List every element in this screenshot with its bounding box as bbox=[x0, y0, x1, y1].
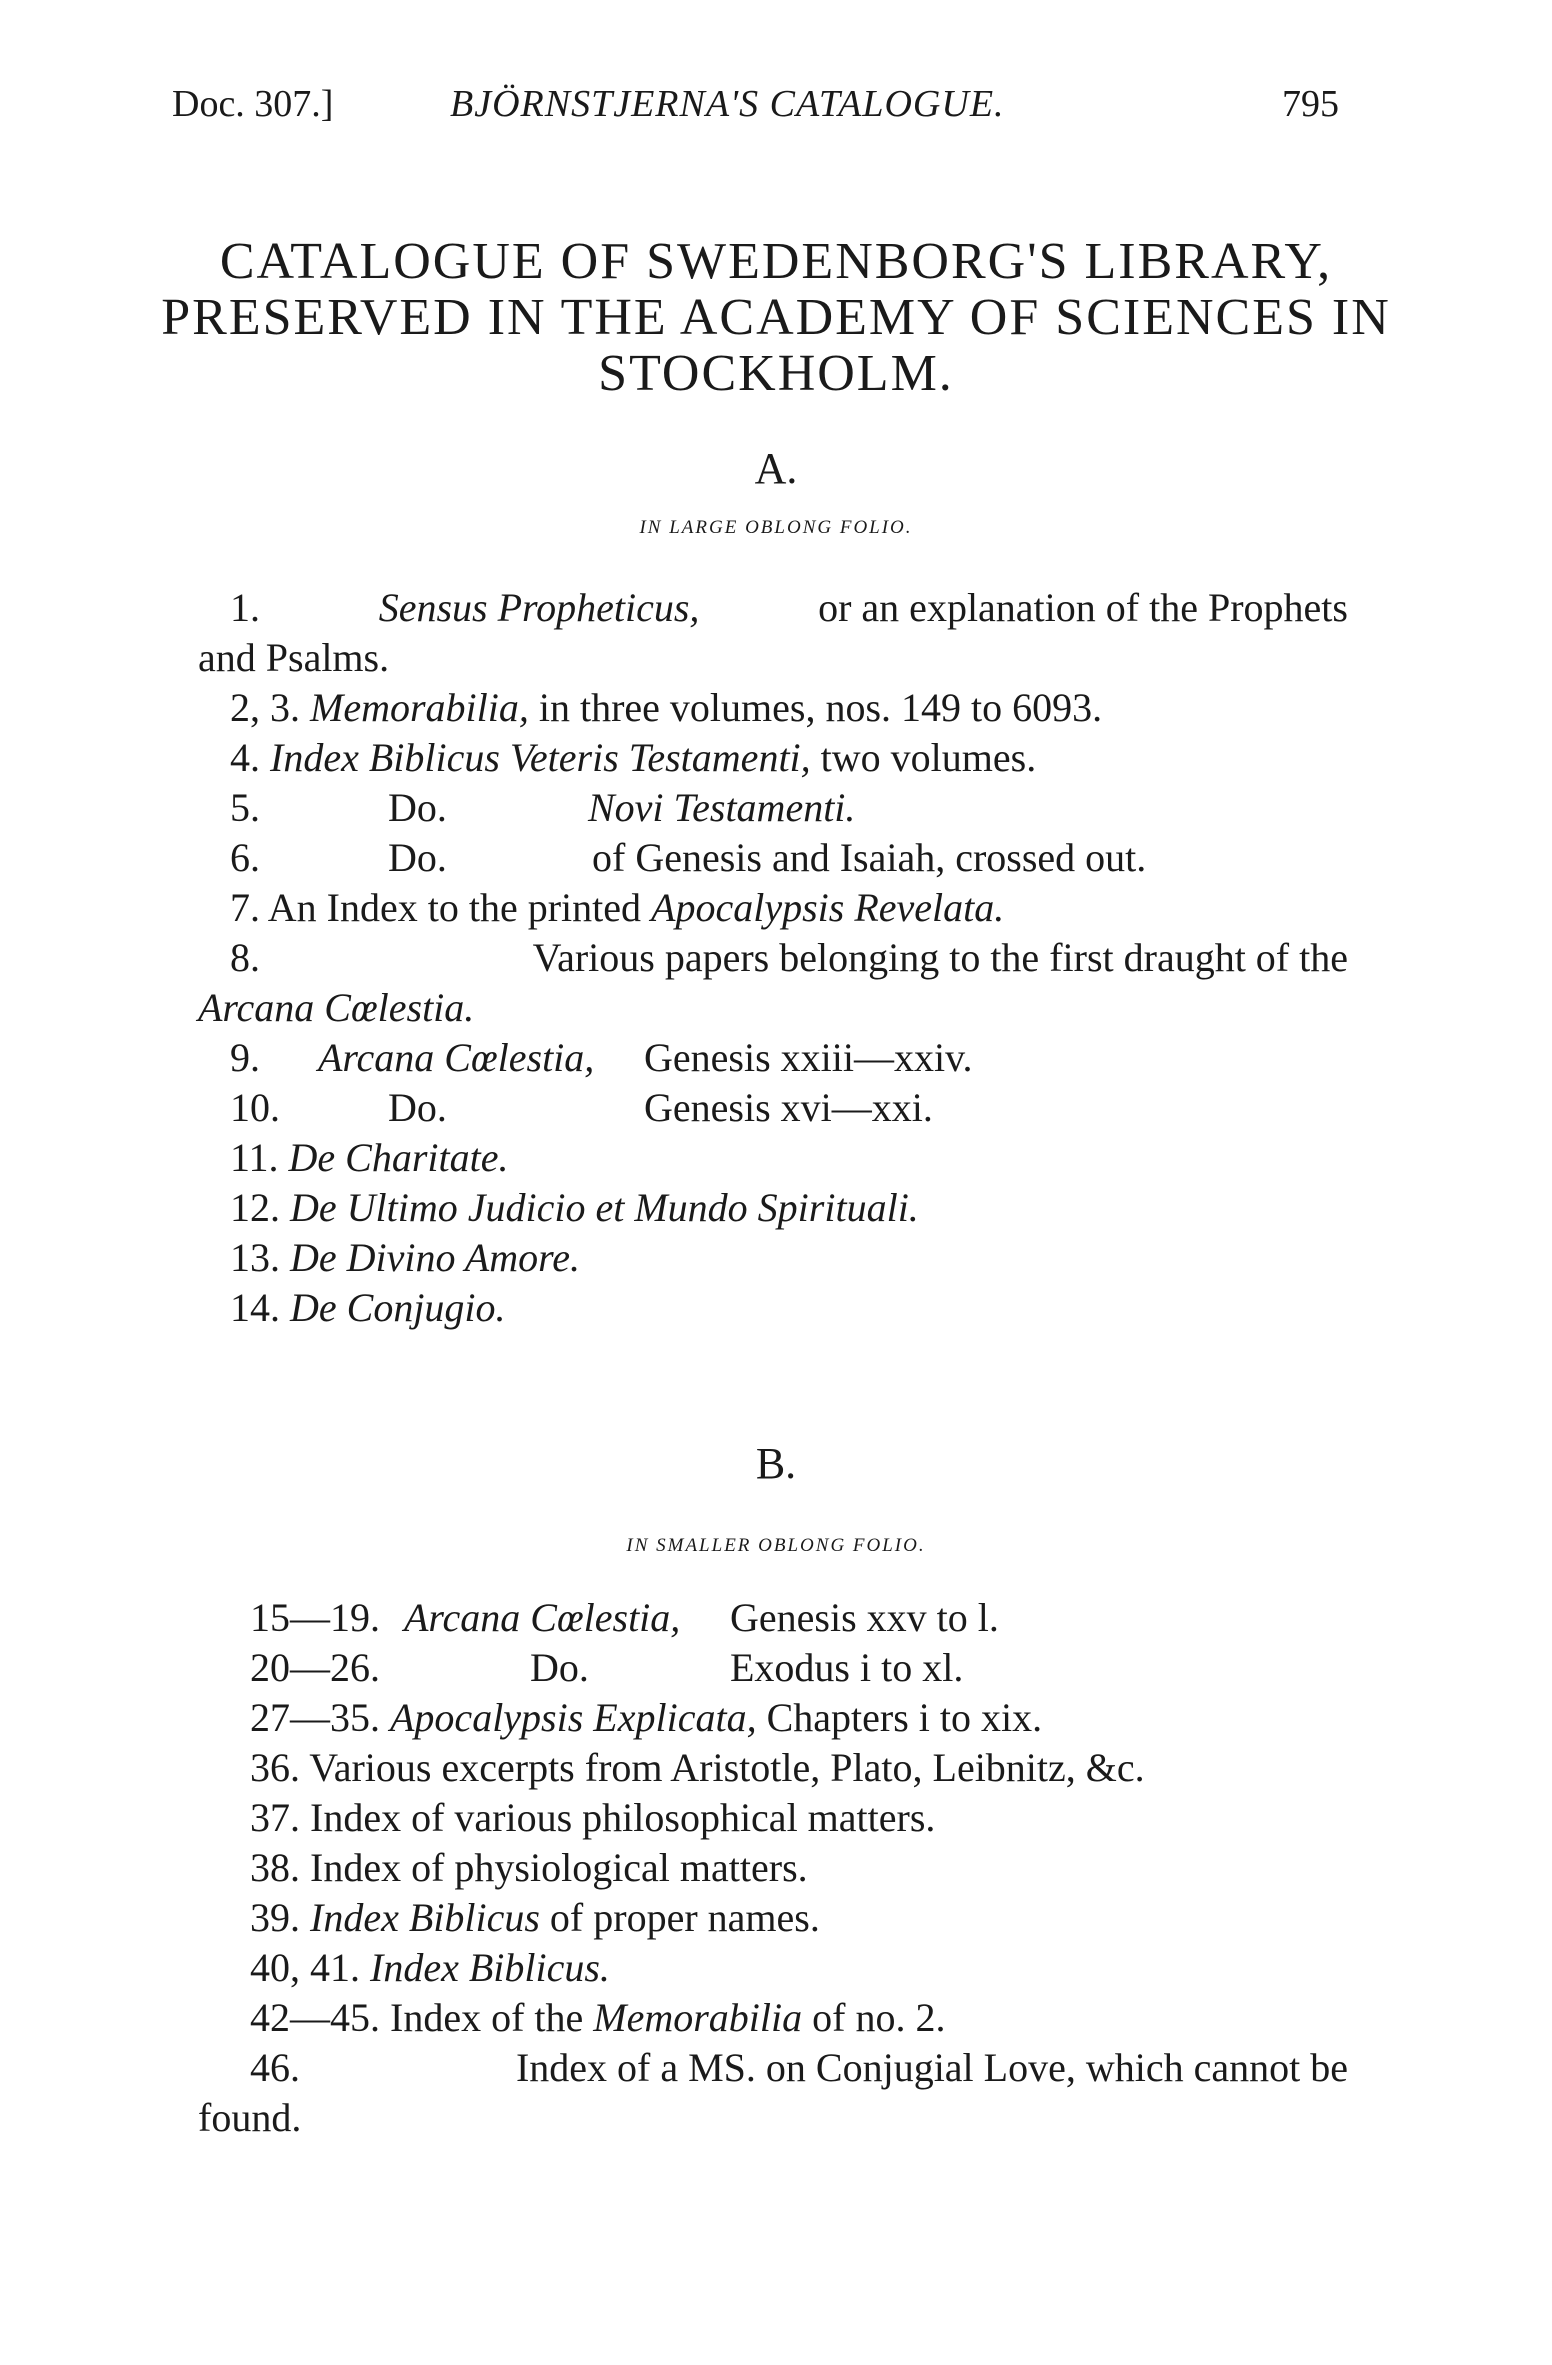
header-doc-reference: Doc. 307.] bbox=[172, 83, 334, 125]
list-item-1 bbox=[230, 584, 1348, 631]
list-item-11 bbox=[230, 1134, 509, 1181]
item-number: 11. bbox=[230, 1135, 279, 1180]
item-description: two volumes. bbox=[820, 735, 1037, 780]
item-description: of proper names. bbox=[549, 1895, 820, 1940]
item-number: 38. bbox=[250, 1845, 300, 1890]
page-title-line-1: CATALOGUE OF SWEDENBORG'S LIBRARY, bbox=[219, 233, 1333, 290]
item-title: De Charitate. bbox=[288, 1135, 509, 1180]
item-description: Index of physiological matters. bbox=[310, 1845, 808, 1890]
item-number: 13. bbox=[230, 1235, 280, 1280]
list-item-1-continuation: and Psalms. bbox=[198, 635, 390, 680]
item-description-end: of no. 2. bbox=[812, 1995, 946, 2040]
list-item-36 bbox=[250, 1744, 1145, 1791]
item-description: Index of various philosophical matters. bbox=[310, 1795, 936, 1840]
section-a-subtitle: IN LARGE OBLONG FOLIO. bbox=[639, 517, 913, 538]
item-number: 42—45. bbox=[250, 1995, 380, 2040]
list-item-8 bbox=[230, 934, 1348, 981]
list-item-6-description: of Genesis and Isaiah, crossed out. bbox=[592, 835, 1147, 880]
item-title: Sensus Propheticus, bbox=[378, 585, 700, 630]
list-item-38 bbox=[250, 1844, 808, 1891]
item-description: Index of a MS. on Conjugial Love, which cannot be bbox=[515, 2045, 1348, 2090]
list-item-15-19-number: 15—19. bbox=[250, 1595, 380, 1640]
item-number: 27—35. bbox=[250, 1695, 380, 1740]
list-item-15-19-title: Arcana Cœlestia, bbox=[404, 1595, 681, 1640]
item-number: 4. bbox=[230, 735, 260, 780]
list-item-8-continuation: Arcana Cœlestia. bbox=[198, 985, 475, 1030]
list-item-9-title: Arcana Cœlestia, bbox=[318, 1035, 595, 1080]
item-title: De Conjugio. bbox=[290, 1285, 506, 1330]
item-description: or an explanation of the Prophets bbox=[818, 585, 1348, 630]
item-number: 8. bbox=[230, 935, 260, 980]
item-title: Index Biblicus. bbox=[370, 1945, 610, 1990]
section-a-letter: A. bbox=[754, 444, 798, 493]
list-item-14 bbox=[230, 1284, 506, 1331]
item-title: Index Biblicus Veteris Testamenti, bbox=[270, 735, 811, 780]
page-title-line-3: STOCKHOLM. bbox=[598, 345, 954, 402]
list-item-5-title: Novi Testamenti. bbox=[588, 785, 856, 830]
item-description: Various excerpts from Aristotle, Plato, Leibnitz, &c. bbox=[309, 1745, 1145, 1790]
page-title-line-2: PRESERVED IN THE ACADEMY OF SCIENCES IN bbox=[161, 289, 1391, 346]
running-title: BJÖRNSTJERNA'S CATALOGUE. bbox=[450, 83, 1005, 125]
list-item-42-45 bbox=[250, 1994, 945, 2041]
item-number: 7. bbox=[230, 885, 260, 930]
item-number: 36. bbox=[250, 1745, 300, 1790]
item-title: De Divino Amore. bbox=[290, 1235, 580, 1280]
item-number: 40, 41. bbox=[250, 1945, 360, 1990]
list-item-13 bbox=[230, 1234, 580, 1281]
list-item-9-number: 9. bbox=[230, 1035, 260, 1080]
section-b-subtitle: IN SMALLER OBLONG FOLIO. bbox=[626, 1535, 926, 1556]
item-description: An Index to the printed bbox=[267, 885, 642, 930]
list-item-5-ditto: Do. bbox=[388, 785, 447, 830]
item-title: Memorabilia, bbox=[310, 685, 529, 730]
list-item-9-description: Genesis xxiii—xxiv. bbox=[644, 1035, 973, 1080]
list-item-40-41 bbox=[250, 1944, 610, 1991]
list-item-5-number: 5. bbox=[230, 785, 260, 830]
item-number: 12. bbox=[230, 1185, 280, 1230]
list-item-20-26-description: Exodus i to xl. bbox=[730, 1645, 964, 1690]
item-number: 37. bbox=[250, 1795, 300, 1840]
item-description: Index of the bbox=[390, 1995, 584, 2040]
list-item-12 bbox=[230, 1184, 919, 1231]
item-description: Various papers belonging to the first draught of the bbox=[532, 935, 1348, 980]
list-item-6-number: 6. bbox=[230, 835, 260, 880]
list-item-10-ditto: Do. bbox=[388, 1085, 447, 1130]
list-item-10-number: 10. bbox=[230, 1085, 280, 1130]
list-item-4 bbox=[230, 734, 1036, 781]
section-b-letter: B. bbox=[755, 1439, 797, 1488]
item-number: 2, 3. bbox=[230, 685, 300, 730]
list-item-20-26-number: 20—26. bbox=[250, 1645, 380, 1690]
list-item-10-description: Genesis xvi—xxi. bbox=[644, 1085, 933, 1130]
item-title: Apocalypsis Explicata, bbox=[390, 1695, 757, 1740]
item-title: Memorabilia bbox=[593, 1995, 803, 2040]
item-title: Apocalypsis Revelata. bbox=[651, 885, 1005, 930]
list-item-27-35 bbox=[250, 1694, 1042, 1741]
item-title: De Ultimo Judicio et Mundo Spirituali. bbox=[290, 1185, 919, 1230]
item-number: 1. bbox=[230, 585, 260, 630]
list-item-37 bbox=[250, 1794, 935, 1841]
item-number: 46. bbox=[250, 2045, 300, 2090]
item-description: Chapters i to xix. bbox=[766, 1695, 1043, 1740]
list-item-46 bbox=[250, 2044, 1348, 2091]
list-item-2-3 bbox=[230, 684, 1102, 731]
list-item-39 bbox=[250, 1894, 820, 1941]
list-item-46-continuation: found. bbox=[198, 2095, 302, 2140]
item-number: 39. bbox=[250, 1895, 300, 1940]
item-description: in three volumes, nos. 149 to 6093. bbox=[538, 685, 1103, 730]
item-title: Index Biblicus bbox=[310, 1895, 540, 1940]
list-item-20-26-ditto: Do. bbox=[530, 1645, 589, 1690]
list-item-15-19-description: Genesis xxv to l. bbox=[730, 1595, 999, 1640]
item-number: 14. bbox=[230, 1285, 280, 1330]
list-item-6-ditto: Do. bbox=[388, 835, 447, 880]
list-item-7 bbox=[230, 884, 1004, 931]
page-number: 795 bbox=[1282, 83, 1339, 125]
